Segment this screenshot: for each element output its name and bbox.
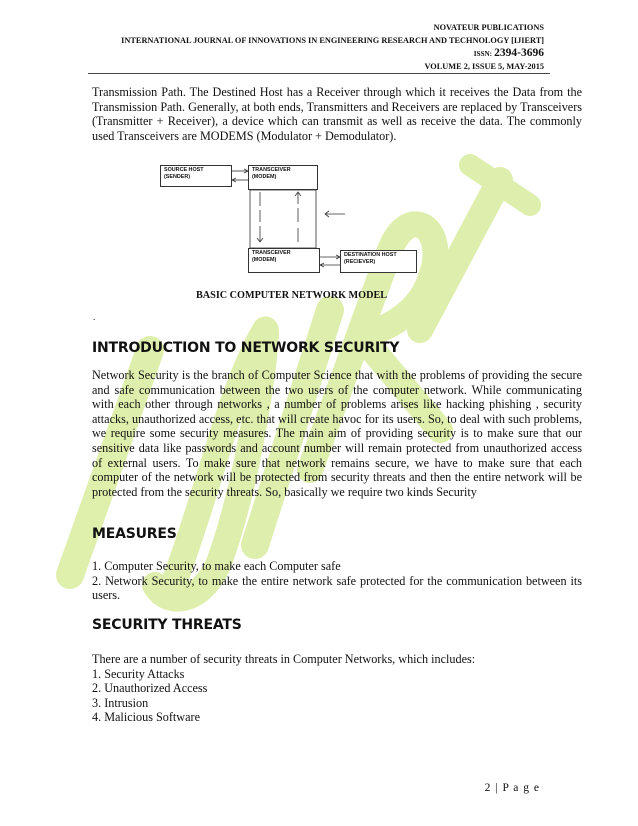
section-heading-network-security: INTRODUCTION TO NETWORK SECURITY <box>92 340 400 356</box>
header-rule <box>88 73 550 74</box>
issn <box>121 47 544 61</box>
destination-host-box: DESTINATION HOST (RECIEVER) <box>340 250 417 273</box>
page-label: | P a g e <box>495 782 540 794</box>
source-host-box: SOURCE HOST (SENDER) <box>160 165 232 187</box>
list-item: 1. Computer Security, to make each Computer safe <box>92 559 341 573</box>
network-model-diagram <box>150 158 430 288</box>
measures-list <box>92 559 582 603</box>
section-heading-security-threats: SECURITY THREATS <box>92 617 242 633</box>
list-item: 2. Network Security, to make the entire network safe protected for the communication between its users. <box>92 573 582 603</box>
list-item: 2. Unauthorized Access <box>92 681 208 696</box>
network-security-paragraph: Network Security is the branch of Computer Science that with the problems of providing the secure and safe communication between the two users of the computer network. While communicating with each other through networks , a number of problems arises like hacking phishing , security attacks, unauthorized access, etc. that will create havoc for its users. So, to deal with such problems, we require some security measures. The main aim of providing security is to make sure that our sensitive data like passwords and account number will remain protected from unauthorized access of external users. To make sure that network remains secure, we have to make sure that each computer of the network will be protected from security threats and then the entire network will be protected from the security threats. So, basically we require two kinds Security <box>92 368 582 499</box>
transceiver-bottom-box: TRANSCEIVER (MODEM) <box>248 248 320 273</box>
issn-label: ISSN: <box>473 50 493 58</box>
list-item: 3. Intrusion <box>92 695 149 710</box>
section-heading-measures: MEASURES <box>92 526 177 542</box>
volume-issue: VOLUME 2, ISSUE 5, MAY-2015 <box>424 61 544 71</box>
intro-paragraph: Transmission Path. The Destined Host has a Receiver through which it receives the Data from the Transmission Path. Generally, at both ends, Transmitters and Receivers are replaced by Transceivers (Transmitter + Receiver), a device which can transmit as well as receive the data. The commonly used Transceivers are MODEMS (Modulator + Demodulator). <box>92 85 582 143</box>
threats-list <box>92 652 582 725</box>
diagram-caption: BASIC COMPUTER NETWORK MODEL <box>196 290 388 301</box>
page-number: 2 <box>484 782 492 794</box>
list-item: 1. Security Attacks <box>92 666 185 681</box>
list-item: 4. Malicious Software <box>92 710 200 725</box>
journal-header <box>121 22 544 73</box>
threats-intro: There are a number of security threats in Computer Networks, which includes: <box>92 652 476 666</box>
transceiver-top-box: TRANSCEIVER (MODEM) <box>248 165 318 190</box>
issn-number: 2394-3696 <box>494 47 544 59</box>
journal-name: INTERNATIONAL JOURNAL OF INNOVATIONS IN ENGINEERING RESEARCH AND TECHNOLOGY [IJIERT] <box>121 35 544 45</box>
stray-dot: . <box>93 312 96 322</box>
publisher-name: NOVATEUR PUBLICATIONS <box>433 23 544 32</box>
page-footer <box>485 782 540 794</box>
